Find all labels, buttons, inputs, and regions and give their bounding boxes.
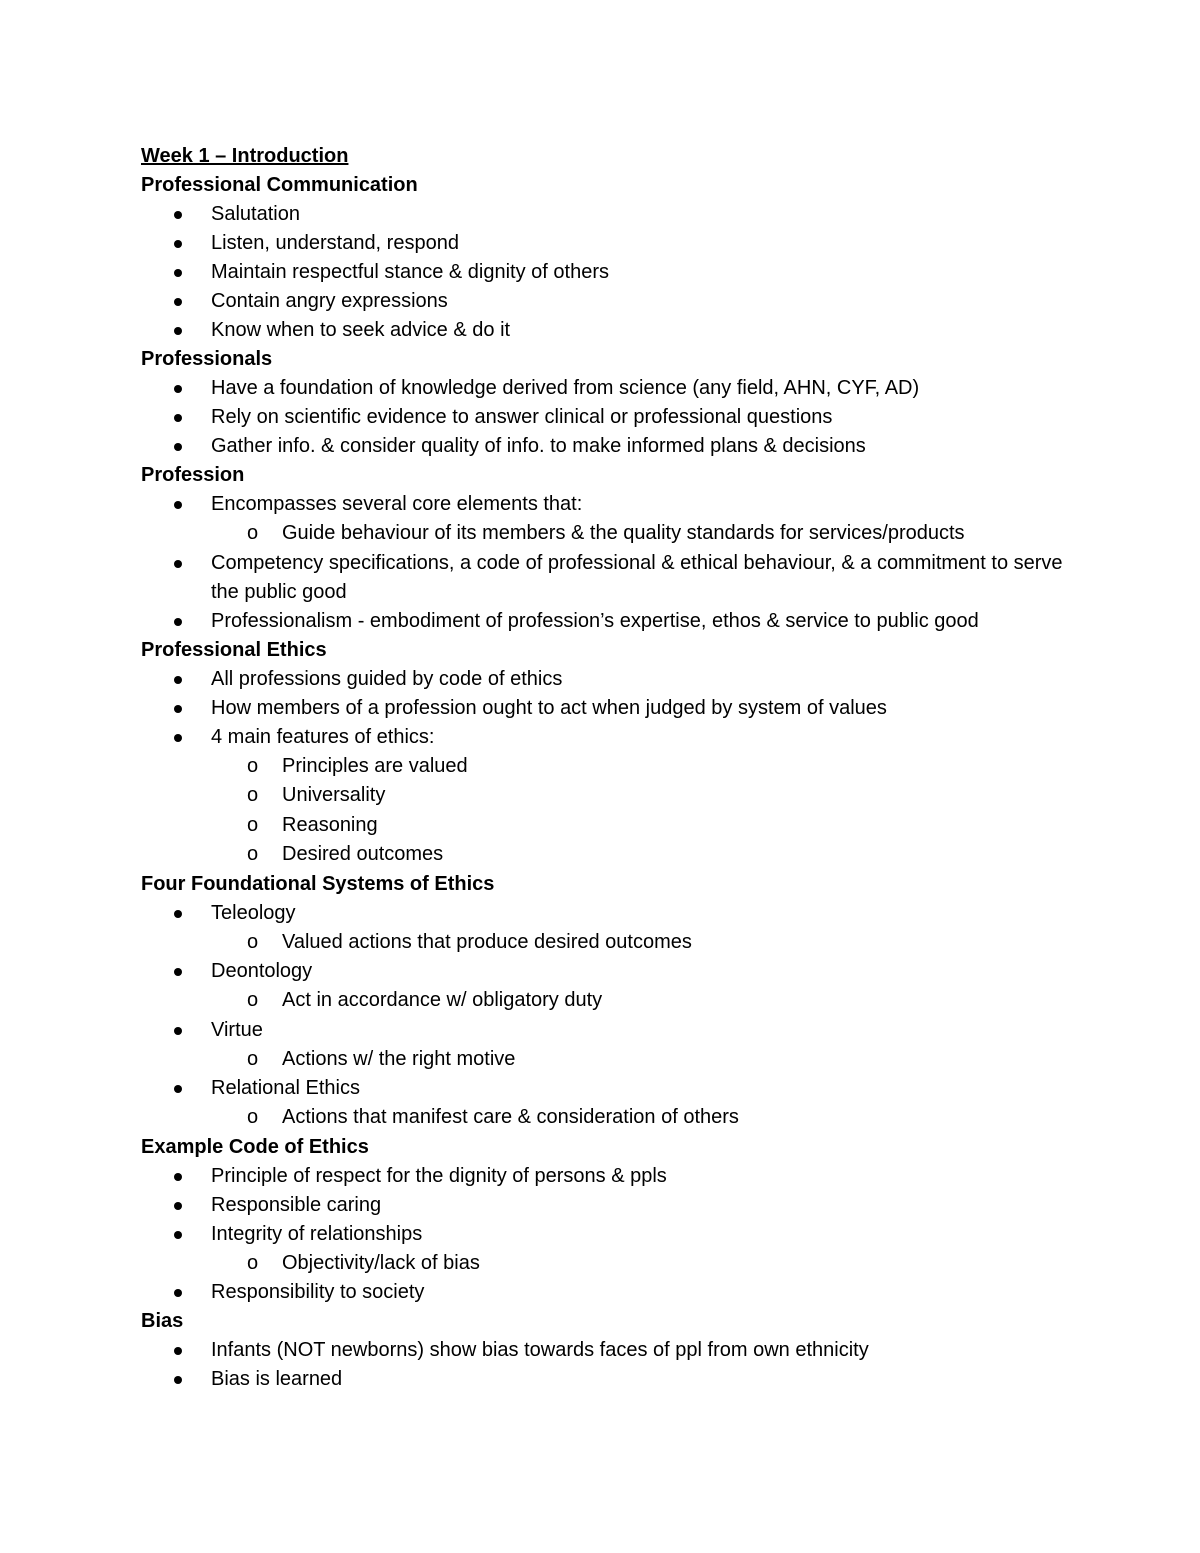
bullet-item bbox=[141, 1074, 1071, 1103]
document-page bbox=[141, 141, 1071, 1394]
sub-bullet-text: Objectivity/lack of bias bbox=[282, 1251, 480, 1274]
bullet-item bbox=[141, 316, 1071, 345]
section-heading: Profession bbox=[141, 464, 245, 486]
bullet-text: Contain angry expressions bbox=[211, 290, 448, 312]
bullet-item bbox=[141, 403, 1071, 432]
bullet-dot-icon bbox=[174, 1173, 182, 1181]
section-heading: Professionals bbox=[141, 348, 273, 370]
bullet-text: Rely on scientific evidence to answer clinical or professional questions bbox=[211, 406, 833, 428]
section bbox=[141, 870, 1071, 1133]
section-heading: Bias bbox=[141, 1310, 184, 1332]
bullet-text: Responsible caring bbox=[211, 1193, 382, 1216]
page-title: Week 1 – Introduction bbox=[141, 145, 349, 167]
sub-bullet-text: Act in accordance w/ obligatory duty bbox=[282, 989, 603, 1011]
bullet-item bbox=[141, 490, 1071, 519]
bullet-text: All professions guided by code of ethics bbox=[211, 667, 563, 690]
sub-bullet-circle-icon: o bbox=[247, 1106, 259, 1128]
bullet-dot-icon bbox=[174, 705, 182, 713]
sub-bullet-text: Desired outcomes bbox=[282, 843, 444, 865]
sub-bullet-item bbox=[141, 519, 1071, 549]
bullet-item bbox=[141, 229, 1071, 258]
bullet-item bbox=[141, 607, 1071, 636]
bullet-dot-icon bbox=[174, 414, 182, 422]
bullet-text: Competency specifications, a code of professional & ethical behaviour, & a commitment to serve the public good bbox=[211, 551, 1063, 603]
section bbox=[141, 345, 1071, 461]
bullet-item bbox=[141, 549, 1071, 607]
bullet-dot-icon bbox=[174, 618, 182, 626]
sub-bullet-circle-icon: o bbox=[247, 813, 259, 836]
section bbox=[141, 636, 1071, 870]
sub-bullet-text: Universality bbox=[282, 784, 386, 806]
bullet-text: Teleology bbox=[211, 901, 296, 924]
section-heading: Example Code of Ethics bbox=[141, 1135, 369, 1158]
sub-bullet-circle-icon: o bbox=[247, 989, 259, 1011]
bullet-item bbox=[141, 258, 1071, 287]
section-heading: Four Foundational Systems of Ethics bbox=[141, 872, 495, 895]
bullet-text: Encompasses several core elements that: bbox=[211, 493, 583, 515]
bullet-dot-icon bbox=[174, 968, 182, 976]
bullet-text: 4 main features of ethics: bbox=[211, 725, 435, 748]
bullet-item bbox=[141, 899, 1071, 928]
bullet-dot-icon bbox=[174, 298, 182, 306]
sub-bullet-circle-icon: o bbox=[247, 930, 259, 953]
bullet-text: Know when to seek advice & do it bbox=[211, 319, 511, 341]
bullet-dot-icon bbox=[174, 1231, 182, 1239]
sub-bullet-item bbox=[141, 1249, 1071, 1279]
bullet-dot-icon bbox=[174, 501, 182, 509]
sub-bullet-circle-icon: o bbox=[247, 1047, 259, 1070]
section-heading: Professional Ethics bbox=[141, 638, 327, 661]
bullet-item bbox=[141, 1365, 1071, 1394]
sub-bullet-circle-icon: o bbox=[247, 784, 259, 806]
bullet-text: Listen, understand, respond bbox=[211, 232, 459, 254]
bullet-dot-icon bbox=[174, 676, 182, 684]
section bbox=[141, 461, 1071, 636]
bullet-text: Responsibility to society bbox=[211, 1281, 425, 1303]
sub-bullet-circle-icon: o bbox=[247, 843, 259, 865]
sub-bullet-item bbox=[141, 811, 1071, 841]
bullet-item bbox=[141, 1191, 1071, 1220]
bullet-dot-icon bbox=[174, 240, 182, 248]
bullet-item bbox=[141, 1336, 1071, 1365]
sub-bullet-item bbox=[141, 986, 1071, 1016]
bullet-item bbox=[141, 287, 1071, 316]
bullet-text: Relational Ethics bbox=[211, 1077, 360, 1099]
bullet-dot-icon bbox=[174, 1347, 182, 1355]
bullet-item bbox=[141, 432, 1071, 461]
bullet-item bbox=[141, 200, 1071, 229]
bullet-text: Gather info. & consider quality of info. to make informed plans & decisions bbox=[211, 435, 866, 457]
sub-bullet-text: Guide behaviour of its members & the quality standards for services/products bbox=[282, 522, 965, 544]
bullet-dot-icon bbox=[174, 1202, 182, 1210]
bullet-dot-icon bbox=[174, 910, 182, 918]
bullet-text: Salutation bbox=[211, 203, 300, 225]
bullet-text: Integrity of relationships bbox=[211, 1222, 423, 1245]
sub-bullet-item bbox=[141, 752, 1071, 782]
bullet-text: Have a foundation of knowledge derived from science (any field, AHN, CYF, AD) bbox=[211, 377, 920, 399]
sub-bullet-text: Reasoning bbox=[282, 813, 378, 836]
sub-bullet-circle-icon: o bbox=[247, 522, 259, 544]
bullet-item bbox=[141, 723, 1071, 752]
section bbox=[141, 1133, 1071, 1308]
bullet-item bbox=[141, 1278, 1071, 1307]
bullet-item bbox=[141, 1162, 1071, 1191]
sections-container bbox=[141, 171, 1071, 1394]
sub-bullet-item bbox=[141, 1045, 1071, 1075]
bullet-item bbox=[141, 665, 1071, 694]
bullet-dot-icon bbox=[174, 269, 182, 277]
bullet-text: Infants (NOT newborns) show bias towards faces of ppl from own ethnicity bbox=[211, 1339, 869, 1361]
bullet-dot-icon bbox=[174, 734, 182, 742]
bullet-text: Principle of respect for the dignity of persons & ppls bbox=[211, 1164, 667, 1187]
bullet-item bbox=[141, 1220, 1071, 1249]
bullet-item bbox=[141, 957, 1071, 986]
bullet-dot-icon bbox=[174, 1027, 182, 1035]
bullet-text: Professionalism - embodiment of profession’s expertise, ethos & service to public good bbox=[211, 609, 979, 632]
bullet-item bbox=[141, 694, 1071, 723]
sub-bullet-text: Actions that manifest care & consideration of others bbox=[282, 1106, 739, 1128]
bullet-text: How members of a profession ought to act when judged by system of values bbox=[211, 696, 887, 719]
sub-bullet-item bbox=[141, 928, 1071, 958]
sub-bullet-item bbox=[141, 1103, 1071, 1133]
section bbox=[141, 171, 1071, 345]
section bbox=[141, 1307, 1071, 1394]
bullet-text: Maintain respectful stance & dignity of others bbox=[211, 261, 609, 283]
bullet-text: Bias is learned bbox=[211, 1368, 343, 1390]
sub-bullet-text: Actions w/ the right motive bbox=[282, 1047, 516, 1070]
bullet-dot-icon bbox=[174, 327, 182, 335]
sub-bullet-circle-icon: o bbox=[247, 754, 259, 777]
bullet-dot-icon bbox=[174, 1085, 182, 1093]
sub-bullet-text: Principles are valued bbox=[282, 754, 468, 777]
bullet-text: Deontology bbox=[211, 960, 313, 982]
sub-bullet-circle-icon: o bbox=[247, 1251, 259, 1274]
section-heading: Professional Communication bbox=[141, 174, 418, 196]
bullet-dot-icon bbox=[174, 560, 182, 568]
sub-bullet-item bbox=[141, 781, 1071, 811]
bullet-item bbox=[141, 1016, 1071, 1045]
bullet-item bbox=[141, 374, 1071, 403]
bullet-text: Virtue bbox=[211, 1018, 263, 1041]
sub-bullet-item bbox=[141, 840, 1071, 870]
sub-bullet-text: Valued actions that produce desired outcomes bbox=[282, 930, 692, 953]
bullet-dot-icon bbox=[174, 1289, 182, 1297]
bullet-dot-icon bbox=[174, 1376, 182, 1384]
bullet-dot-icon bbox=[174, 385, 182, 393]
bullet-dot-icon bbox=[174, 211, 182, 219]
bullet-dot-icon bbox=[174, 443, 182, 451]
